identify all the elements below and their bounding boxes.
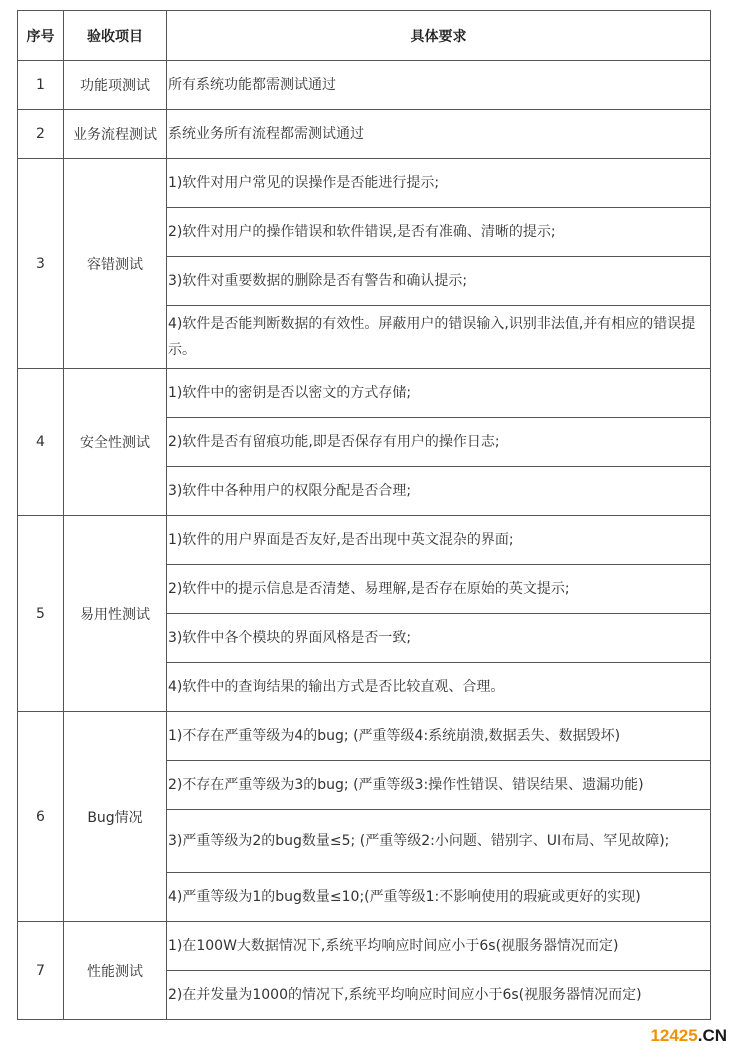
row-number: 5 [18,516,64,712]
requirement-cell: 2)不存在严重等级为3的bug; (严重等级3:操作性错误、错误结果、遗漏功能) [167,761,711,810]
row-number: 2 [18,110,64,159]
requirement-cell: 1)不存在严重等级为4的bug; (严重等级4:系统崩溃,数据丢失、数据毁坏) [167,712,711,761]
acceptance-item: 易用性测试 [64,516,167,712]
watermark-domain: .CN [697,1026,727,1045]
table-row [18,61,711,110]
row-number: 6 [18,712,64,922]
requirement-cell: 1)在100W大数据情况下,系统平均响应时间应小于6s(视服务器情况而定) [167,922,711,971]
acceptance-item: 业务流程测试 [64,110,167,159]
watermark-logo [650,1026,727,1046]
row-number: 3 [18,159,64,369]
row-number: 7 [18,922,64,1020]
requirement-cell: 3)软件中各个模块的界面风格是否一致; [167,614,711,663]
requirement-cell: 系统业务所有流程都需测试通过 [167,110,711,159]
requirement-cell: 4)软件中的查询结果的输出方式是否比较直观、合理。 [167,663,711,712]
table-row [18,110,711,159]
requirement-cell: 2)软件是否有留痕功能,即是否保存有用户的操作日志; [167,418,711,467]
acceptance-item: 安全性测试 [64,369,167,516]
requirement-cell: 3)软件对重要数据的删除是否有警告和确认提示; [167,257,711,306]
acceptance-table [17,10,711,1020]
header-item: 验收项目 [64,11,167,61]
table-row [18,922,711,971]
requirement-cell: 1)软件的用户界面是否友好,是否出现中英文混杂的界面; [167,516,711,565]
table-row [18,369,711,418]
acceptance-item: 功能项测试 [64,61,167,110]
table-row [18,516,711,565]
row-number: 1 [18,61,64,110]
watermark-number: 12425 [650,1026,698,1045]
row-number: 4 [18,369,64,516]
requirement-cell: 4)软件是否能判断数据的有效性。屏蔽用户的错误输入,识别非法值,并有相应的错误提示。 [167,306,711,369]
table-header-row [18,11,711,61]
requirement-cell: 3)软件中各种用户的权限分配是否合理; [167,467,711,516]
acceptance-item: 性能测试 [64,922,167,1020]
requirement-cell: 1)软件中的密钥是否以密文的方式存储; [167,369,711,418]
requirement-cell: 所有系统功能都需测试通过 [167,61,711,110]
header-no: 序号 [18,11,64,61]
table-row [18,712,711,761]
requirement-cell: 1)软件对用户常见的误操作是否能进行提示; [167,159,711,208]
header-requirements: 具体要求 [167,11,711,61]
requirement-cell: 2)软件中的提示信息是否清楚、易理解,是否存在原始的英文提示; [167,565,711,614]
acceptance-item: Bug情况 [64,712,167,922]
acceptance-item: 容错测试 [64,159,167,369]
requirement-cell: 2)软件对用户的操作错误和软件错误,是否有准确、清晰的提示; [167,208,711,257]
requirement-cell: 4)严重等级为1的bug数量≤10;(严重等级1:不影响使用的瑕疵或更好的实现) [167,873,711,922]
table-row [18,159,711,208]
requirement-cell: 3)严重等级为2的bug数量≤5; (严重等级2:小问题、错别字、UI布局、罕见故障); [167,810,711,873]
requirement-cell: 2)在并发量为1000的情况下,系统平均响应时间应小于6s(视服务器情况而定) [167,971,711,1020]
